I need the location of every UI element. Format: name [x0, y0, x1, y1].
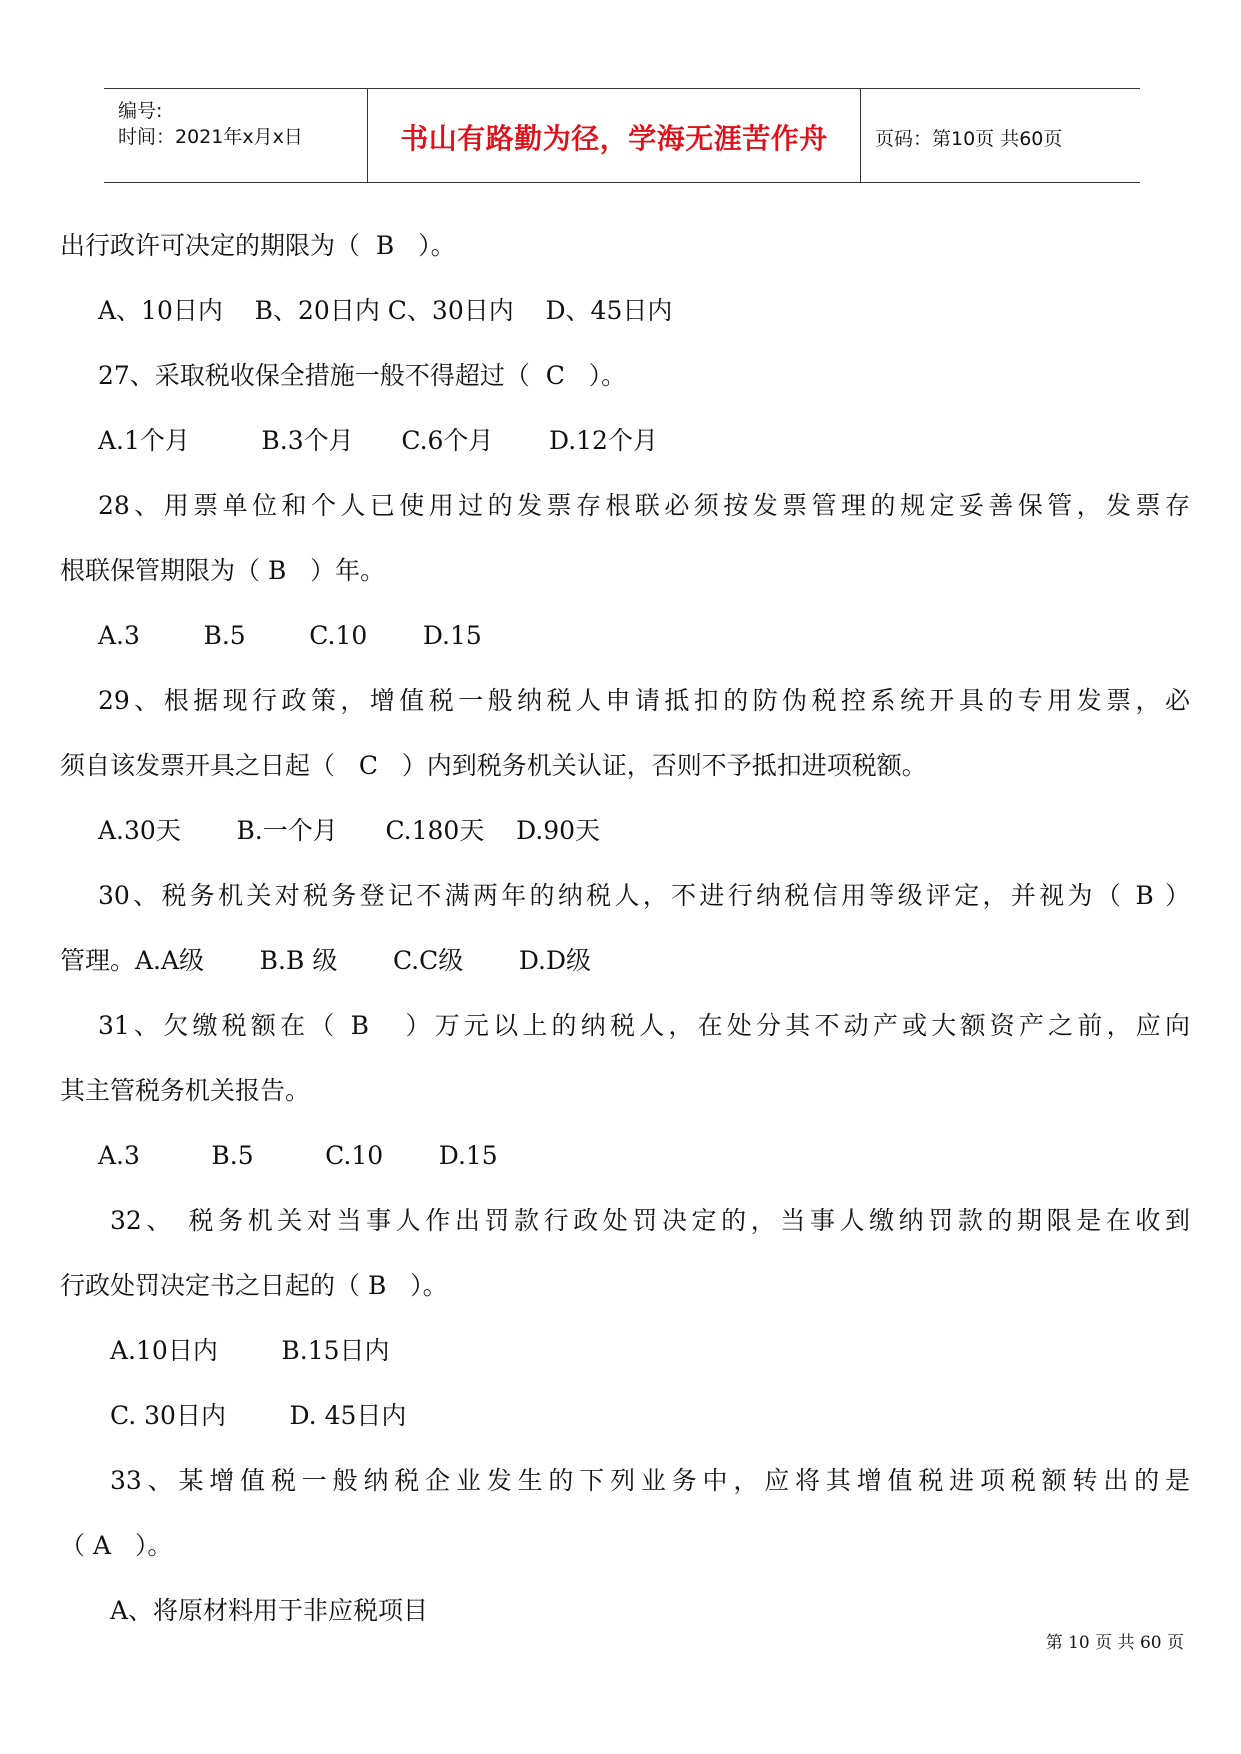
question-29-options: A.30天 B.一个月 C.180天 D.90天	[98, 816, 601, 845]
question-33-option-a: A、将原材料用于非应税项目	[110, 1596, 429, 1625]
question-32-stem-line2: 行政处罚决定书之日起的（ B ）。	[60, 1271, 448, 1300]
question-26-continuation: 出行政许可决定的期限为（ B ）。	[60, 231, 456, 260]
document-number-label: 编号:	[118, 100, 163, 122]
question-31-stem-line1: 31、欠缴税额在（ B ）万元以上的纳税人，在处分其不动产或大额资产之前，应向	[98, 1011, 1190, 1040]
question-29-stem-line2: 须自该发票开具之日起（ C ）内到税务机关认证，否则不予抵扣进项税额。	[60, 751, 927, 780]
question-31-options: A.3 B.5 C.10 D.15	[98, 1141, 498, 1170]
document-time-label: 时间：2021年x月x日	[118, 126, 303, 148]
question-28-stem-line2: 根联保管期限为（ B ）年。	[60, 556, 386, 585]
question-28-stem-line1: 28、用票单位和个人已使用过的发票存根联必须按发票管理的规定妥善保管，发票存	[98, 491, 1190, 520]
document-body	[60, 213, 1190, 1643]
header-page-number: 页码：第10页 共60页	[875, 128, 1063, 150]
question-32-stem-line1: 32、 税务机关对当事人作出罚款行政处罚决定的，当事人缴纳罚款的期限是在收到	[110, 1206, 1190, 1235]
header-slogan-cell	[368, 89, 861, 182]
page-footer: 第 10 页 共 60 页	[1045, 1633, 1184, 1653]
question-33-answer: （ A ）。	[60, 1531, 173, 1560]
question-32-options-cd: C. 30日内 D. 45日内	[110, 1401, 407, 1430]
question-33-stem-line1: 33、某增值税一般纳税企业发生的下列业务中，应将其增值税进项税额转出的是	[110, 1466, 1190, 1495]
question-30-stem-line1: 30、税务机关对税务登记不满两年的纳税人，不进行纳税信用等级评定，并视为（ B ）	[98, 881, 1190, 910]
header-page-cell	[861, 89, 1140, 182]
question-31-stem-line2: 其主管税务机关报告。	[60, 1076, 311, 1105]
question-27-options: A.1个月 B.3个月 C.6个月 D.12个月	[98, 426, 658, 455]
question-29-stem-line1: 29、根据现行政策，增值税一般纳税人申请抵扣的防伪税控系统开具的专用发票，必	[98, 686, 1190, 715]
question-26-options: A、10日内 B、20日内 C、30日内 D、45日内	[98, 296, 673, 325]
question-32-options-ab: A.10日内 B.15日内	[110, 1336, 390, 1365]
header-meta-cell	[104, 89, 368, 182]
slogan: 书山有路勤为径，学海无涯苦作舟	[400, 122, 828, 155]
question-27-stem: 27、采取税收保全措施一般不得超过（ C ）。	[98, 361, 627, 390]
question-28-options: A.3 B.5 C.10 D.15	[98, 621, 482, 650]
question-30-stem-line2-options: 管理。A.A级 B.B 级 C.C级 D.D级	[60, 946, 592, 975]
page-header	[104, 88, 1140, 183]
